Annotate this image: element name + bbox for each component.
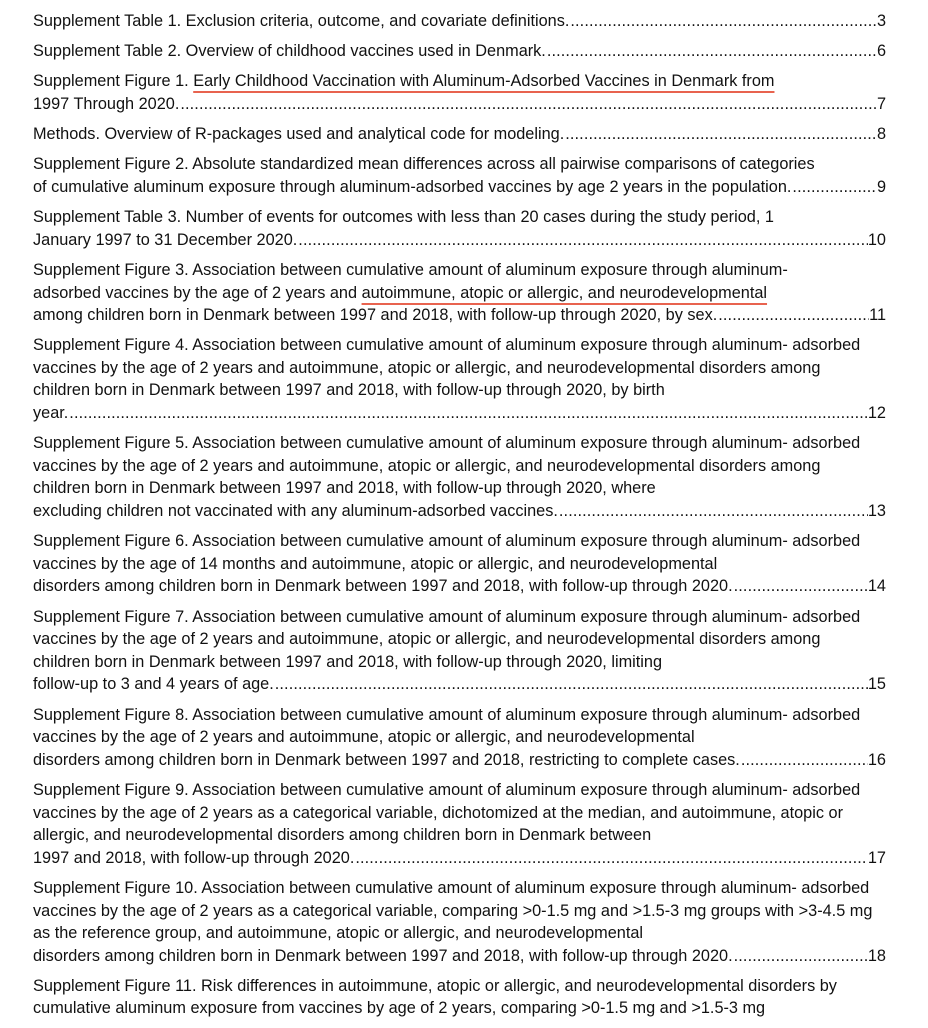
toc-entry-title: Supplement Table 2. Overview of childhood vaccines used in Denmark. bbox=[33, 42, 546, 61]
toc-entry-supplement-figure-11[interactable] bbox=[33, 975, 886, 1020]
toc-entry-supplement-figure-6[interactable] bbox=[33, 530, 886, 598]
toc-page-number: 10 bbox=[867, 230, 886, 249]
toc-leader-dots bbox=[740, 749, 868, 772]
table-of-contents bbox=[33, 10, 886, 1028]
toc-entry-title-end: disorders among children born in Denmark between 1997 and 2018, with follow-up through 2020. bbox=[33, 577, 733, 596]
toc-line bbox=[33, 500, 886, 523]
toc-line bbox=[33, 402, 886, 425]
toc-entry-supplement-figure-5[interactable] bbox=[33, 432, 886, 522]
toc-entry-title: Supplement Figure 2. Absolute standardized mean differences across all pairwise comparisons of categories bbox=[33, 155, 815, 174]
toc-leader-dots bbox=[274, 673, 868, 696]
highlighted-annotation: autoimmune, atopic or allergic, and neurodevelopmental bbox=[361, 283, 768, 302]
toc-page-number: 9 bbox=[876, 177, 886, 196]
toc-line bbox=[33, 176, 886, 199]
toc-entry-prefix: adsorbed vaccines by the age of 2 years and bbox=[33, 283, 362, 302]
toc-entry-supplement-figure-2[interactable] bbox=[33, 153, 886, 198]
toc-leader-dots bbox=[354, 847, 868, 870]
toc-entry-title-end: among children born in Denmark between 1997 and 2018, with follow-up through 2020, by sex. bbox=[33, 306, 718, 325]
toc-entry-title-end: year. bbox=[33, 404, 69, 423]
toc-line bbox=[33, 304, 886, 327]
toc-leader-dots bbox=[791, 176, 877, 199]
toc-leader-dots bbox=[569, 10, 877, 33]
toc-line bbox=[33, 673, 886, 696]
toc-line bbox=[33, 93, 886, 116]
toc-leader-dots bbox=[546, 40, 877, 63]
toc-entry-title: Supplement Figure 11. Risk differences in autoimmune, atopic or allergic, and neurodevelopmental disorders by cumulative aluminum exposure from vaccines by age of 2 years, comparing >0-1.5 mg and >1.5-3 mg bbox=[33, 976, 837, 1018]
toc-entry-title: Supplement Figure 8. Association between cumulative amount of aluminum exposure through aluminum- adsorbed vaccines by the age of 2 years and autoimmune, atopic or allergic, and neurodevelopmental bbox=[33, 705, 861, 747]
toc-entry-title: Supplement Table 1. Exclusion criteria, outcome, and covariate definitions. bbox=[33, 12, 570, 30]
toc-page-number: 11 bbox=[869, 306, 886, 325]
toc-line bbox=[33, 40, 886, 63]
toc-page-number: 8 bbox=[876, 125, 886, 144]
toc-entry-prefix: Supplement Figure 1. bbox=[33, 72, 194, 91]
toc-leader-dots bbox=[717, 304, 869, 327]
toc-page-number: 7 bbox=[876, 94, 886, 113]
toc-page-number: 14 bbox=[867, 577, 886, 596]
toc-page-number: 15 bbox=[867, 675, 886, 694]
toc-line bbox=[33, 575, 886, 598]
toc-leader-dots bbox=[68, 402, 868, 425]
toc-line bbox=[33, 847, 886, 870]
toc-entry-title-end: January 1997 to 31 December 2020. bbox=[33, 230, 298, 249]
toc-entry-title-end: of cumulative aluminum exposure through aluminum-adsorbed vaccines by age 2 years in the population. bbox=[33, 177, 792, 196]
toc-entry-title: Supplement Figure 9. Association between cumulative amount of aluminum exposure through aluminum- adsorbed vaccines by the age of 2 years as a categorical variable, dichotomized at the median, and autoimmune, atopic or allergic, and neurodevelopmental disorders among children born in Denmark between bbox=[33, 780, 861, 845]
toc-entry-title: Supplement Figure 5. Association between cumulative amount of aluminum exposure through aluminum- adsorbed vaccines by the age of 2 years and autoimmune, atopic or allergic, and neurodevelopmental disorders among children born in Denmark between 1997 and 2018, with follow-up through 2020, where bbox=[33, 434, 861, 498]
toc-entry-supplement-table-2[interactable] bbox=[33, 40, 886, 63]
toc-entry-title bbox=[33, 70, 886, 93]
toc-page-number: 18 bbox=[867, 946, 886, 965]
toc-entry-supplement-table-3[interactable] bbox=[33, 206, 886, 251]
toc-entry-title-end: excluding children not vaccinated with any aluminum-adsorbed vaccines. bbox=[33, 502, 558, 521]
toc-entry-title: Supplement Figure 6. Association between cumulative amount of aluminum exposure through aluminum- adsorbed vaccines by the age of 14 months and autoimmune, atopic or allergic, and neurodevelopmental bbox=[33, 532, 861, 573]
toc-entry-title-end: disorders among children born in Denmark between 1997 and 2018, with follow-up through 2020. bbox=[33, 946, 733, 965]
toc-entry-title: Supplement Figure 3. Association between cumulative amount of aluminum exposure through aluminum- bbox=[33, 260, 788, 279]
toc-entry-title-end: 1997 and 2018, with follow-up through 2020. bbox=[33, 848, 355, 867]
toc-entry-supplement-table-1[interactable] bbox=[33, 10, 886, 33]
toc-entry-title: Supplement Table 3. Number of events for outcomes with less than 20 cases during the study period, 1 bbox=[33, 208, 774, 227]
toc-line bbox=[33, 123, 886, 146]
toc-entry-title: Supplement Figure 4. Association between cumulative amount of aluminum exposure through aluminum- adsorbed vaccines by the age of 2 years and autoimmune, atopic or allergic, and neurodevelopmental disorders among children born in Denmark between 1997 and 2018, with follow-up through 2020, by birth bbox=[33, 336, 861, 400]
toc-leader-dots bbox=[179, 93, 877, 116]
toc-page-number: 16 bbox=[867, 750, 886, 769]
toc-entry-supplement-figure-10[interactable] bbox=[33, 877, 886, 967]
toc-entry-title: Supplement Figure 7. Association between cumulative amount of aluminum exposure through aluminum- adsorbed vaccines by the age of 2 years and autoimmune, atopic or allergic, and neurodevelopmental disorders among children born in Denmark between 1997 and 2018, with follow-up through 2020, limiting bbox=[33, 607, 861, 671]
toc-entry-supplement-figure-7[interactable] bbox=[33, 606, 886, 696]
toc-entry-title-end: disorders among children born in Denmark between 1997 and 2018, restricting to complete cases. bbox=[33, 750, 740, 769]
toc-entry-title-line-2 bbox=[33, 282, 886, 305]
toc-leader-dots bbox=[564, 123, 877, 146]
toc-page-number: 12 bbox=[867, 404, 886, 423]
toc-line bbox=[33, 10, 886, 33]
toc-page-number: 17 bbox=[867, 848, 886, 867]
toc-entry-methods[interactable] bbox=[33, 123, 886, 146]
toc-entry-title: Supplement Figure 10. Association between cumulative amount of aluminum exposure through aluminum- adsorbed vaccines by the age of 2 years as a categorical variable, comparing >0-1.5 mg and >1.5-3 mg groups with >3-4.5 mg as the reference group, and autoimmune, atopic or allergic, and neurodevelopmental bbox=[33, 878, 873, 943]
toc-entry-supplement-figure-8[interactable] bbox=[33, 704, 886, 772]
toc-leader-dots bbox=[733, 945, 868, 968]
toc-entry-supplement-figure-3[interactable] bbox=[33, 259, 886, 327]
toc-entry-title-end: follow-up to 3 and 4 years of age. bbox=[33, 675, 274, 694]
toc-entry-title: Methods. Overview of R-packages used and analytical code for modeling. bbox=[33, 125, 565, 144]
toc-entry-supplement-figure-4[interactable] bbox=[33, 334, 886, 424]
toc-line bbox=[33, 945, 886, 968]
toc-line bbox=[33, 229, 886, 252]
toc-leader-dots bbox=[558, 500, 868, 523]
toc-entry-title-end: 1997 Through 2020. bbox=[33, 94, 180, 113]
toc-page-number: 6 bbox=[876, 42, 886, 61]
toc-page-number: 13 bbox=[867, 502, 886, 521]
highlighted-annotation: Early Childhood Vaccination with Aluminum-Adsorbed Vaccines in Denmark from bbox=[193, 72, 775, 91]
toc-entry-supplement-figure-1[interactable] bbox=[33, 70, 886, 115]
toc-entry-supplement-figure-9[interactable] bbox=[33, 779, 886, 869]
toc-line bbox=[33, 749, 886, 772]
toc-leader-dots bbox=[297, 229, 868, 252]
toc-page-number: 3 bbox=[876, 12, 886, 30]
toc-leader-dots bbox=[733, 575, 868, 598]
